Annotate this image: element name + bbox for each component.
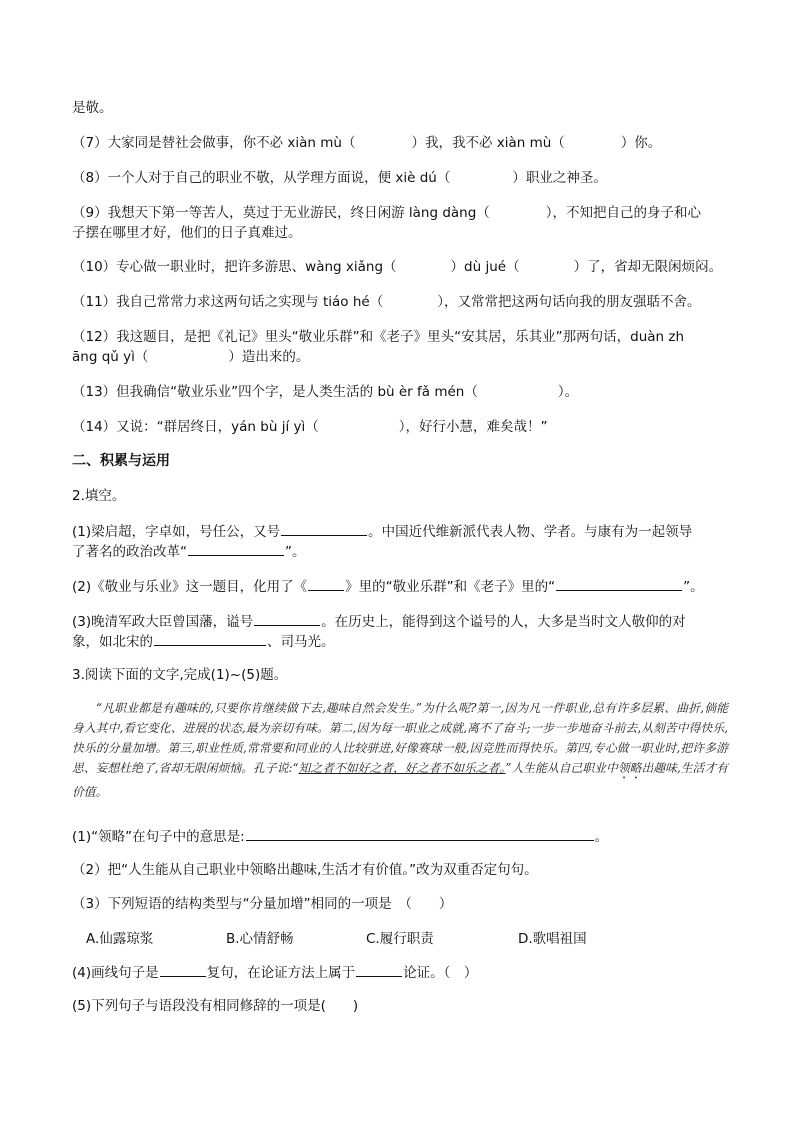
answer-blank[interactable] <box>246 827 594 841</box>
question-9-cont: 子摆在哪里才好，他们的日子真难过。 <box>72 225 302 241</box>
fill-instruction: 2.填空。 <box>72 488 126 504</box>
sub-question-4: (4)画线句子是 复句，在论证方法上属于 论证。（ ） <box>72 965 478 981</box>
fill-item-2: (2)《敬业与乐业》这一题目，化用了《 》里的“敬业乐群”和《老子》里的“ ”。 <box>72 579 704 595</box>
fill-item-3: (3)晚清军政大臣曾国藩，谥号 。在历史上，能得到这个谥号的人，大多是当时文人敬仰的对 <box>72 614 686 630</box>
question-8: （8）一个人对于自己的职业不敬，从学理方面说，便 xiè dú（ ）职业之神圣。 <box>72 170 607 186</box>
question-12-cont: āng qǔ yì（ ）造出来的。 <box>72 349 310 365</box>
question-10: （10）专心做一职业时，把许多游思、wàng xiǎng（ ）dù jué（ ）了，省却无限闲烦闷。 <box>72 259 723 275</box>
sub-question-5: (5)下列句子与语段没有相同修辞的一项是( ) <box>72 998 359 1014</box>
question-9: （9）我想天下第一等苦人，莫过于无业游民，终日闲游 làng dàng（ ），不知把自己的身子和心 <box>72 205 702 221</box>
answer-blank[interactable] <box>160 963 206 977</box>
underlined-sentence: 知之者不如好之者，好之者不如乐之者。 <box>298 761 506 775</box>
reading-instruction: 3.阅读下面的文字,完成(1)~(5)题。 <box>72 667 288 683</box>
option-d[interactable]: D.歌唱祖国 <box>518 931 587 947</box>
section-heading: 二、积累与运用 <box>72 453 170 469</box>
sub-question-1: (1)“领略”在句子中的意思是: 。 <box>72 829 609 845</box>
option-a[interactable]: A.仙露琼浆 <box>86 931 154 947</box>
option-list <box>86 930 733 948</box>
answer-blank[interactable] <box>154 632 266 646</box>
answer-blank[interactable] <box>556 577 682 591</box>
question-11: （11）我自己常常力求这两句话之实现与 tiáo hé（ ），又常常把这两句话向我的朋友强聒不舍。 <box>72 294 701 310</box>
fill-item-1: (1)梁启超，字卓如，号任公，又号 。中国近代维新派代表人物、学者。与康有为一起领导 <box>72 524 693 540</box>
text-line: 是敬。 <box>72 100 113 116</box>
option-b[interactable]: B.心情舒畅 <box>226 931 294 947</box>
question-14: （14）又说：“群居终日，yán bù jí yì（ ），好行小慧，难矣哉！” <box>72 419 548 435</box>
sub-question-3: （3）下列短语的结构类型与“分量加增”相同的一项是 （ ） <box>72 896 453 912</box>
sub-question-2: （2）把“人生能从自己职业中领略出趣味,生活才有价值。”改为双重否定句句。 <box>72 862 538 878</box>
answer-blank[interactable] <box>188 542 284 556</box>
question-13: （13）但我确信“敬业乐业”四个字，是人类生活的 bù èr fǎ mén（ ）。 <box>72 384 579 400</box>
option-c[interactable]: C.履行职责 <box>366 931 434 947</box>
answer-blank[interactable] <box>281 522 367 536</box>
answer-blank[interactable] <box>308 577 344 591</box>
fill-item-1-cont: 了著名的政治改革“ ”。 <box>72 544 306 560</box>
question-7: （7）大家同是替社会做事，你不必 xiàn mù（ ）我，我不必 xiàn mù（ ）你。 <box>72 135 662 151</box>
answer-blank[interactable] <box>356 963 402 977</box>
question-12: （12）我这题目，是把《礼记》里头“敬业乐群”和《老子》里头“安其居，乐其业”那两句话，duàn zh <box>72 329 685 345</box>
reading-passage: “凡职业都是有趣味的,只要你肯继续做下去,趣味自然会发生。”为什么呢?第一,因为凡一件职业,总有许多层累、曲折,倘能身入其中,看它变化、进展的状态,最为亲切有味。第二,因为每一职业之成就,离不了奋斗;一步一步地奋斗前去,从刻苦中得快乐,快乐的分量加增。第三,职业性质,常常要和同业的人比较骈进,好像赛球一般,因竞胜而得快乐。第四,专心做一职业时,把许多游思、妄想杜绝了,省却无限闲烦恼。孔子说:“知之者不如好之者，好之者不如乐之者。”人生能从自己职业中领略出趣味,生活才有价值。 <box>72 701 728 799</box>
fill-item-3-cont: 象，如北宋的 、司马光。 <box>72 634 335 650</box>
answer-blank[interactable] <box>254 612 320 626</box>
dotted-word: 领略 <box>617 761 642 775</box>
